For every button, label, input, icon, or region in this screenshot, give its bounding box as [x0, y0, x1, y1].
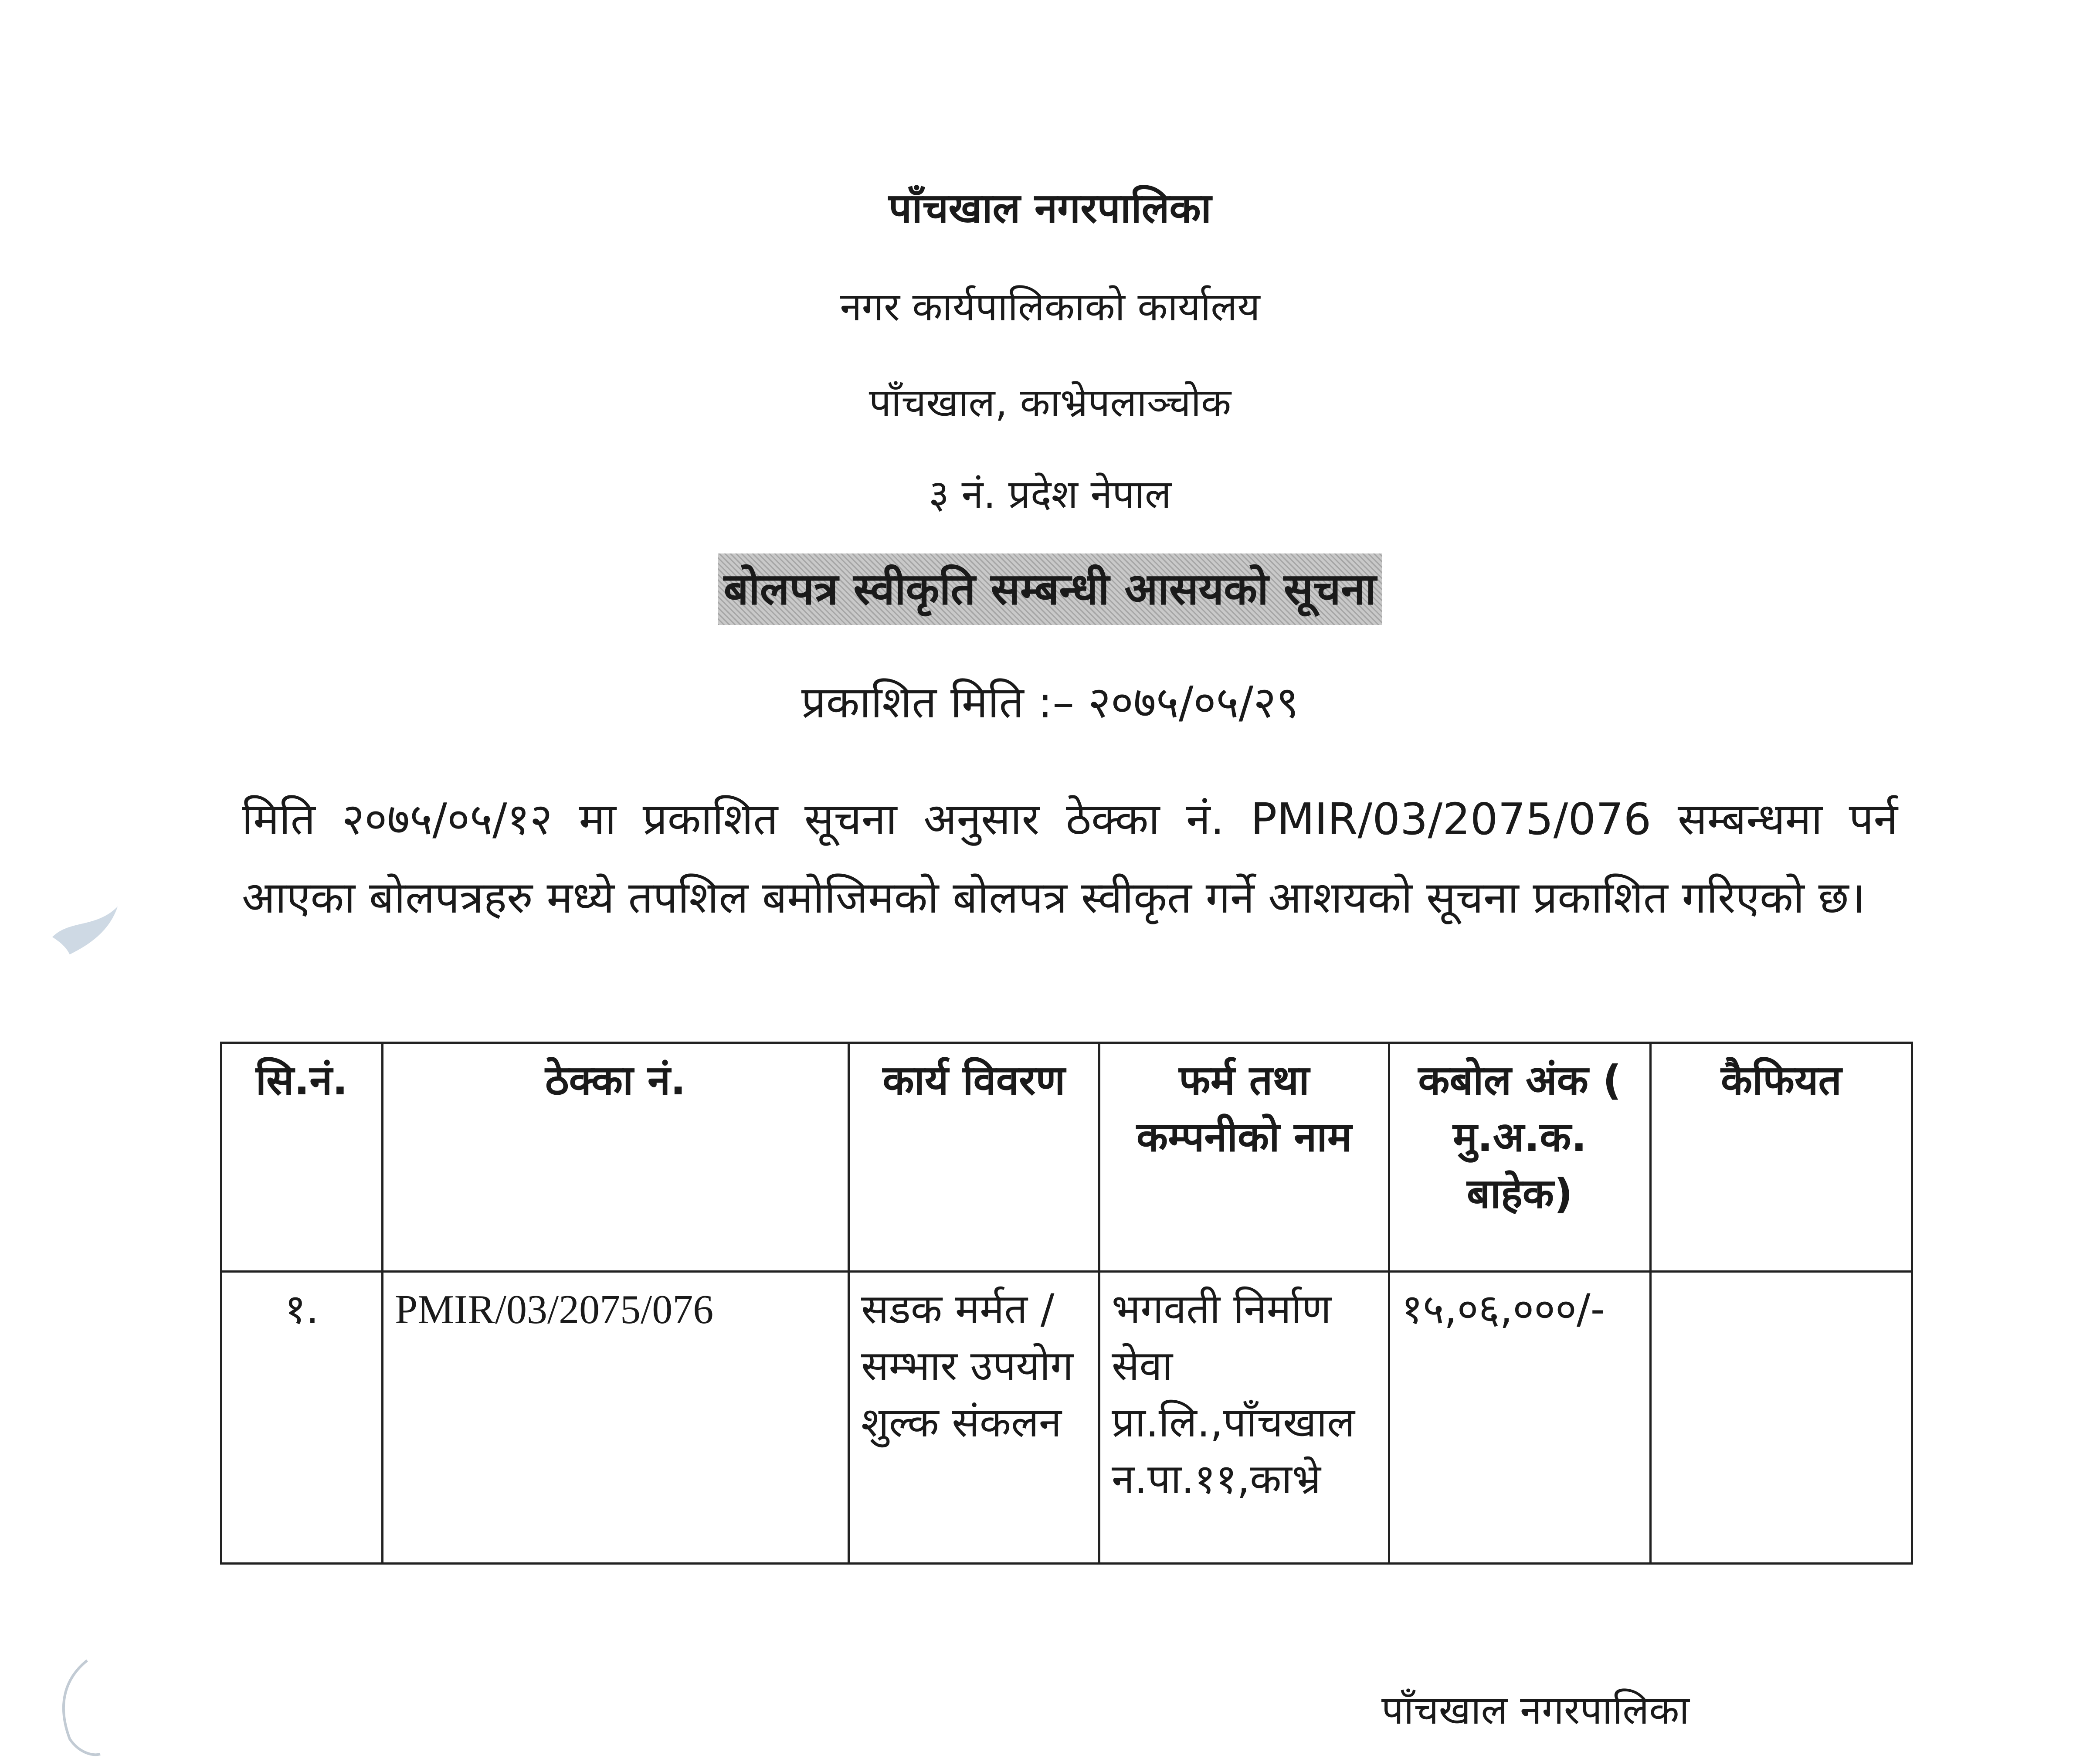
- cell-remarks: [1651, 1272, 1912, 1564]
- scan-mark: [39, 1652, 109, 1761]
- header-sn: सि.नं.: [221, 1043, 383, 1272]
- scan-smudge: [44, 880, 131, 976]
- header-contract-no: ठेक्का नं.: [383, 1043, 849, 1272]
- cell-sn: १.: [221, 1272, 383, 1564]
- header-firm-name: फर्म तथा कम्पनीको नाम: [1099, 1043, 1389, 1272]
- cell-contract-no: PMIR/03/2075/076: [383, 1272, 849, 1564]
- header-bid-amount: कबोल अंक ( मु.अ.क. बाहेक): [1389, 1043, 1651, 1272]
- cell-firm-name: भगवती निर्माण सेवा प्रा.लि.,पाँचखाल न.पा.११,काभ्रे: [1099, 1272, 1389, 1564]
- tender-table: [220, 1042, 1913, 1565]
- cell-work-description: सडक मर्मत / सम्भार उपयोग शुल्क संकलन: [849, 1272, 1099, 1564]
- office-name: नगर कार्यपालिकाको कार्यालय: [840, 284, 1260, 330]
- notice-title-wrapper: [0, 553, 2100, 625]
- notice-paragraph: मिति २०७५/०५/१२ मा प्रकाशित सूचना अनुसार ठेक्का नं. PMIR/03/2075/076 सम्बन्धमा पर्न आएका बोलपत्रहरु मध्ये तपशिल बमोजिमको बोलपत्र स्वीकृत गर्ने आशयको सूचना प्रकाशित गरिएको छ।: [242, 794, 1898, 923]
- notice-title: बोलपत्र स्वीकृति सम्बन्धी आसयको सूचना: [718, 553, 1382, 625]
- signature-org: पाँचखाल नगरपालिका: [1381, 1687, 1689, 1733]
- cell-bid-amount: १५,०६,०००/-: [1389, 1272, 1651, 1564]
- org-name: पाँचखाल नगरपालिका: [888, 185, 1212, 232]
- province-line: ३ नं. प्रदेश नेपाल: [929, 472, 1171, 517]
- table-row: [221, 1272, 1912, 1564]
- office-address: पाँचखाल, काभ्रेपलाञ्चोक: [868, 380, 1232, 426]
- table-header-row: [221, 1043, 1912, 1272]
- header-remarks: कैफियत: [1651, 1043, 1912, 1272]
- published-date: प्रकाशित मिति :– २०७५/०५/२९: [801, 677, 1299, 728]
- header-work-description: कार्य विवरण: [849, 1043, 1099, 1272]
